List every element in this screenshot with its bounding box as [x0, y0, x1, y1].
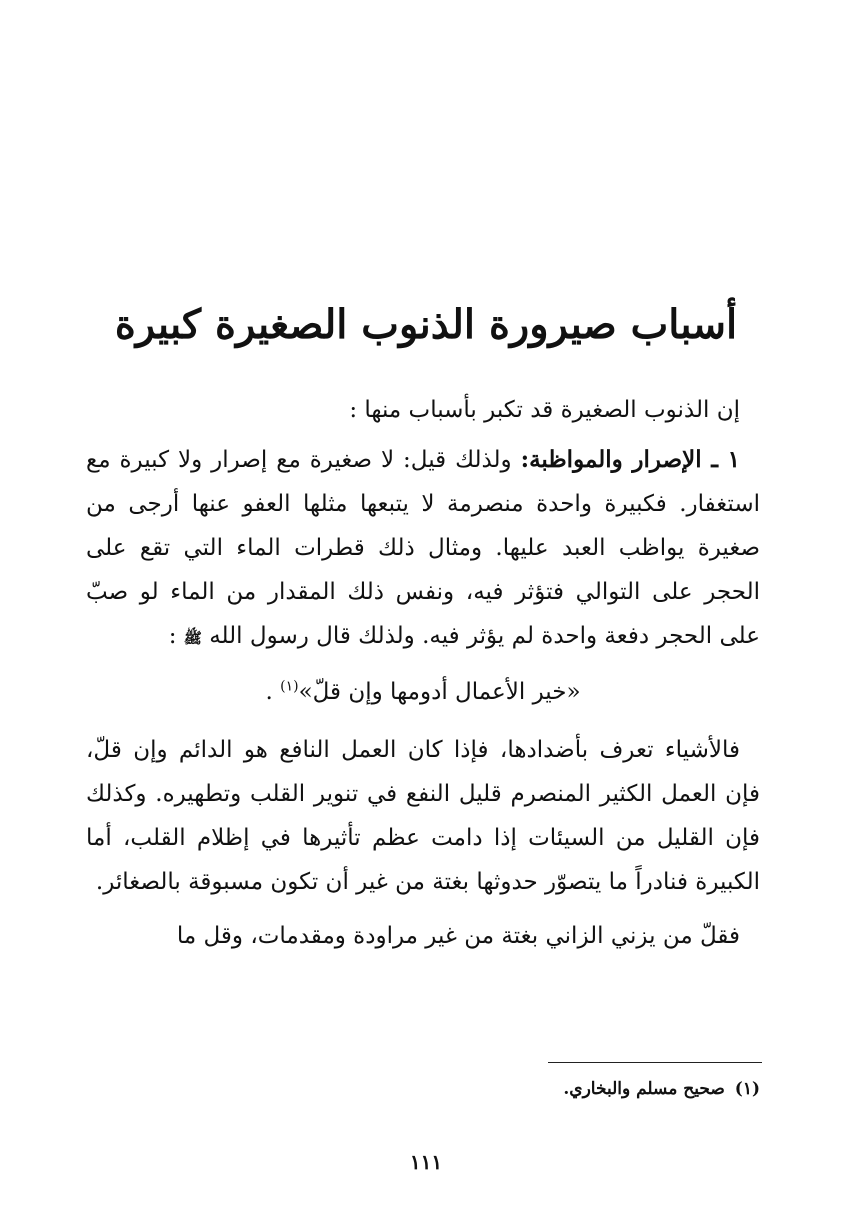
page-title: أسباب صيرورة الذنوب الصغيرة كبيرة	[114, 300, 738, 348]
page-number: ١١١	[409, 1150, 443, 1174]
quote-end: .	[265, 679, 281, 705]
footnote-ref: (١)	[280, 678, 299, 695]
paragraph-3: فقلّ من يزني الزاني بغتة من غير مراودة ومقدمات، وقل ما	[176, 923, 740, 949]
footnote-number: (١)	[734, 1079, 760, 1099]
footnote-text: صحيح مسلم والبخاري.	[563, 1079, 725, 1099]
item-1-paragraph	[86, 438, 760, 660]
quote-text: «خير الأعمال أدومها وإن قلّ»	[298, 679, 581, 705]
salutation-glyph: ﷺ	[183, 629, 202, 647]
intro-paragraph: إن الذنوب الصغيرة قد تكبر بأسباب منها :	[349, 397, 740, 423]
item-1-text: ولذلك قيل: لا صغيرة مع إصرار ولا كبيرة مع استغفار. فكبيرة واحدة منصرمة لا يتبعها مثلها العفو عنها أرجى من صغيرة يواظب العبد عليها. ومثال ذلك قطرات الماء التي تقع على الحجر على التوالي فتؤثر فيه، ونفس ذلك المقدار من الماء لو صبّ على الحجر دفعة واحدة لم يؤثر فيه. ولذلك قال رسول الله	[86, 447, 760, 649]
hadith-quote	[86, 670, 760, 714]
paragraph-2: فالأشياء تعرف بأضدادها، فإذا كان العمل النافع هو الدائم وإن قلّ، فإن العمل الكثير المنصرم قليل النفع في تنوير القلب وتطهيره. وكذلك فإن القليل من السيئات إذا دامت عظم تأثيرها في إظلام القلب، أما الكبيرة فنادراً ما يتصوّر حدوثها بغتة من غير أن تكون مسبوقة بالصغائر.	[86, 737, 760, 895]
item-1-label: ١ ـ الإصرار والمواظبة:	[520, 446, 740, 473]
footnote-divider	[548, 1062, 762, 1063]
footnote	[340, 1076, 760, 1102]
page-body	[86, 388, 760, 958]
item-1-end: :	[168, 623, 184, 649]
